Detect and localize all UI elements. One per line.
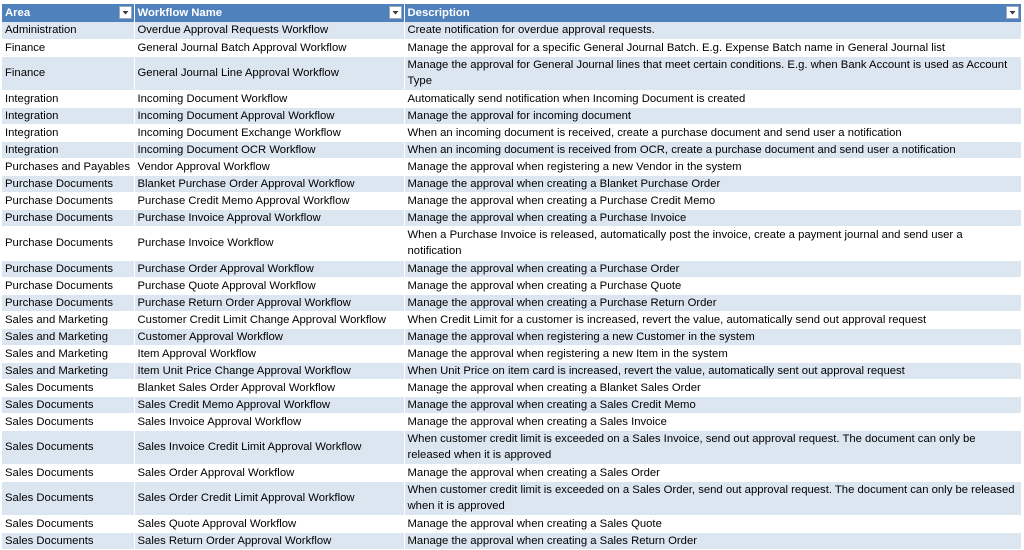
workflow-name-cell[interactable]: Purchase Quote Approval Workflow — [134, 277, 404, 294]
area-cell[interactable]: Sales and Marketing — [2, 362, 134, 379]
workflow-name-cell[interactable]: Purchase Order Approval Workflow — [134, 260, 404, 277]
header-row — [2, 4, 1021, 22]
description-cell[interactable]: Manage the approval for a specific General Journal Batch. E.g. Expense Batch name in General Journal list — [404, 39, 1021, 56]
workflow-name-cell[interactable]: Blanket Purchase Order Approval Workflow — [134, 175, 404, 192]
workflow-name-cell[interactable]: Incoming Document Workflow — [134, 90, 404, 107]
table-row[interactable] — [2, 430, 1021, 464]
description-cell[interactable]: When an incoming document is received from OCR, create a purchase document and send user a notification — [404, 141, 1021, 158]
table-row[interactable] — [2, 260, 1021, 277]
table-row[interactable] — [2, 90, 1021, 107]
area-cell[interactable]: Purchase Documents — [2, 175, 134, 192]
area-cell[interactable]: Integration — [2, 124, 134, 141]
description-cell[interactable]: Manage the approval when creating a Purchase Quote — [404, 277, 1021, 294]
column-header-area[interactable] — [2, 4, 134, 22]
area-cell[interactable]: Purchase Documents — [2, 277, 134, 294]
workflow-name-cell[interactable]: Incoming Document Exchange Workflow — [134, 124, 404, 141]
description-cell[interactable]: Manage the approval when creating a Sales Invoice — [404, 413, 1021, 430]
table-row[interactable] — [2, 328, 1021, 345]
workflow-name-cell[interactable]: Purchase Invoice Approval Workflow — [134, 209, 404, 226]
area-cell[interactable]: Integration — [2, 141, 134, 158]
area-cell[interactable]: Sales and Marketing — [2, 328, 134, 345]
column-header-label: Workflow Name — [137, 7, 223, 19]
workflow-name-cell[interactable]: Purchase Credit Memo Approval Workflow — [134, 192, 404, 209]
table-row[interactable] — [2, 22, 1021, 39]
table-row[interactable] — [2, 345, 1021, 362]
workflow-name-cell[interactable]: Purchase Return Order Approval Workflow — [134, 294, 404, 311]
table-row[interactable] — [2, 175, 1021, 192]
description-cell[interactable]: When customer credit limit is exceeded on a Sales Order, send out approval request. The document can only be released when it is approved — [404, 481, 1021, 515]
table-row[interactable] — [2, 124, 1021, 141]
description-cell[interactable]: Manage the approval when creating a Purchase Order — [404, 260, 1021, 277]
table-body — [2, 22, 1021, 549]
dropdown-arrow-icon — [390, 7, 401, 18]
area-cell[interactable]: Sales Documents — [2, 396, 134, 413]
workflow-name-cell[interactable]: Customer Approval Workflow — [134, 328, 404, 345]
column-header-label: Area — [5, 7, 31, 19]
table-row[interactable] — [2, 158, 1021, 175]
area-cell[interactable]: Purchase Documents — [2, 294, 134, 311]
description-cell[interactable]: Manage the approval when creating a Purchase Credit Memo — [404, 192, 1021, 209]
workflow-name-cell[interactable]: Incoming Document OCR Workflow — [134, 141, 404, 158]
table-row[interactable] — [2, 209, 1021, 226]
description-cell[interactable]: Manage the approval for incoming document — [404, 107, 1021, 124]
column-header-label: Description — [407, 7, 470, 19]
table-row[interactable] — [2, 413, 1021, 430]
workflow-name-cell[interactable]: Blanket Sales Order Approval Workflow — [134, 379, 404, 396]
workflow-name-cell[interactable]: Sales Invoice Credit Limit Approval Workflow — [134, 430, 404, 464]
area-cell[interactable]: Purchase Documents — [2, 192, 134, 209]
table-row[interactable] — [2, 192, 1021, 209]
table-row[interactable] — [2, 56, 1021, 90]
area-cell[interactable]: Integration — [2, 107, 134, 124]
description-cell[interactable]: Manage the approval when creating a Sales Credit Memo — [404, 396, 1021, 413]
table-row[interactable] — [2, 481, 1021, 515]
filter-dropdown-button-workflow-name[interactable] — [389, 6, 402, 19]
area-cell[interactable]: Sales and Marketing — [2, 345, 134, 362]
description-cell[interactable]: Manage the approval for General Journal lines that meet certain conditions. E.g. when Bank Account is used as Account Type — [404, 56, 1021, 90]
table-header — [2, 4, 1021, 22]
table-row[interactable] — [2, 39, 1021, 56]
description-cell[interactable]: Automatically send notification when Incoming Document is created — [404, 90, 1021, 107]
table-row[interactable] — [2, 362, 1021, 379]
description-cell[interactable]: Manage the approval when creating a Sales Return Order — [404, 532, 1021, 549]
workflow-name-cell[interactable]: Item Unit Price Change Approval Workflow — [134, 362, 404, 379]
workflow-name-cell[interactable]: General Journal Batch Approval Workflow — [134, 39, 404, 56]
description-cell[interactable]: Manage the approval when creating a Blanket Sales Order — [404, 379, 1021, 396]
workflow-name-cell[interactable]: Item Approval Workflow — [134, 345, 404, 362]
dropdown-arrow-icon — [1007, 7, 1018, 18]
filter-dropdown-button-area[interactable] — [119, 6, 132, 19]
workflow-name-cell[interactable]: Sales Return Order Approval Workflow — [134, 532, 404, 549]
area-cell[interactable]: Sales Documents — [2, 379, 134, 396]
description-cell[interactable]: Manage the approval when registering a new Customer in the system — [404, 328, 1021, 345]
table-row[interactable] — [2, 294, 1021, 311]
description-cell[interactable]: Manage the approval when creating a Purchase Invoice — [404, 209, 1021, 226]
workflow-table — [2, 4, 1021, 550]
workflow-name-cell[interactable]: Overdue Approval Requests Workflow — [134, 22, 404, 39]
area-cell[interactable]: Sales Documents — [2, 481, 134, 515]
description-cell[interactable]: When an incoming document is received, create a purchase document and send user a notification — [404, 124, 1021, 141]
area-cell[interactable]: Purchase Documents — [2, 226, 134, 260]
table-row[interactable] — [2, 396, 1021, 413]
dropdown-arrow-icon — [120, 7, 131, 18]
table-row[interactable] — [2, 532, 1021, 549]
table-row[interactable] — [2, 141, 1021, 158]
description-cell[interactable]: When customer credit limit is exceeded on a Sales Invoice, send out approval request. The document can only be released when it is approved — [404, 430, 1021, 464]
filter-dropdown-button-description[interactable] — [1006, 6, 1019, 19]
table-row[interactable] — [2, 464, 1021, 481]
column-header-workflow-name[interactable] — [134, 4, 404, 22]
area-cell[interactable]: Purchase Documents — [2, 260, 134, 277]
description-cell[interactable]: Manage the approval when creating a Sales Order — [404, 464, 1021, 481]
table-row[interactable] — [2, 107, 1021, 124]
workflow-name-cell[interactable]: Sales Order Approval Workflow — [134, 464, 404, 481]
workflow-name-cell[interactable]: Purchase Invoice Workflow — [134, 226, 404, 260]
table-row[interactable] — [2, 515, 1021, 532]
area-cell[interactable]: Purchases and Payables — [2, 158, 134, 175]
area-cell[interactable]: Sales Documents — [2, 515, 134, 532]
workflow-name-cell[interactable]: General Journal Line Approval Workflow — [134, 56, 404, 90]
description-cell[interactable]: Create notification for overdue approval requests. — [404, 22, 1021, 39]
table-row[interactable] — [2, 311, 1021, 328]
area-cell[interactable]: Administration — [2, 22, 134, 39]
description-cell[interactable]: Manage the approval when creating a Blanket Purchase Order — [404, 175, 1021, 192]
workflow-name-cell[interactable]: Sales Credit Memo Approval Workflow — [134, 396, 404, 413]
description-cell[interactable]: Manage the approval when creating a Purchase Return Order — [404, 294, 1021, 311]
column-header-description[interactable] — [404, 4, 1021, 22]
table-row[interactable] — [2, 277, 1021, 294]
description-cell[interactable]: Manage the approval when creating a Sales Quote — [404, 515, 1021, 532]
area-cell[interactable]: Sales Documents — [2, 430, 134, 464]
workflow-name-cell[interactable]: Vendor Approval Workflow — [134, 158, 404, 175]
workflow-name-cell[interactable]: Sales Order Credit Limit Approval Workflow — [134, 481, 404, 515]
area-cell[interactable]: Finance — [2, 39, 134, 56]
area-cell[interactable]: Sales Documents — [2, 532, 134, 549]
description-cell[interactable]: Manage the approval when registering a new Vendor in the system — [404, 158, 1021, 175]
area-cell[interactable]: Sales Documents — [2, 413, 134, 430]
workflow-name-cell[interactable]: Customer Credit Limit Change Approval Workflow — [134, 311, 404, 328]
area-cell[interactable]: Sales Documents — [2, 464, 134, 481]
description-cell[interactable]: Manage the approval when registering a new Item in the system — [404, 345, 1021, 362]
area-cell[interactable]: Sales and Marketing — [2, 311, 134, 328]
area-cell[interactable]: Finance — [2, 56, 134, 90]
workflow-name-cell[interactable]: Sales Quote Approval Workflow — [134, 515, 404, 532]
description-cell[interactable]: When Credit Limit for a customer is increased, revert the value, automatically send out approval request — [404, 311, 1021, 328]
area-cell[interactable]: Purchase Documents — [2, 209, 134, 226]
workflow-name-cell[interactable]: Incoming Document Approval Workflow — [134, 107, 404, 124]
workflow-name-cell[interactable]: Sales Invoice Approval Workflow — [134, 413, 404, 430]
description-cell[interactable]: When a Purchase Invoice is released, automatically post the invoice, create a payment journal and send user a notification — [404, 226, 1021, 260]
area-cell[interactable]: Integration — [2, 90, 134, 107]
table-row[interactable] — [2, 226, 1021, 260]
description-cell[interactable]: When Unit Price on item card is increased, revert the value, automatically sent out approval request — [404, 362, 1021, 379]
table-row[interactable] — [2, 379, 1021, 396]
